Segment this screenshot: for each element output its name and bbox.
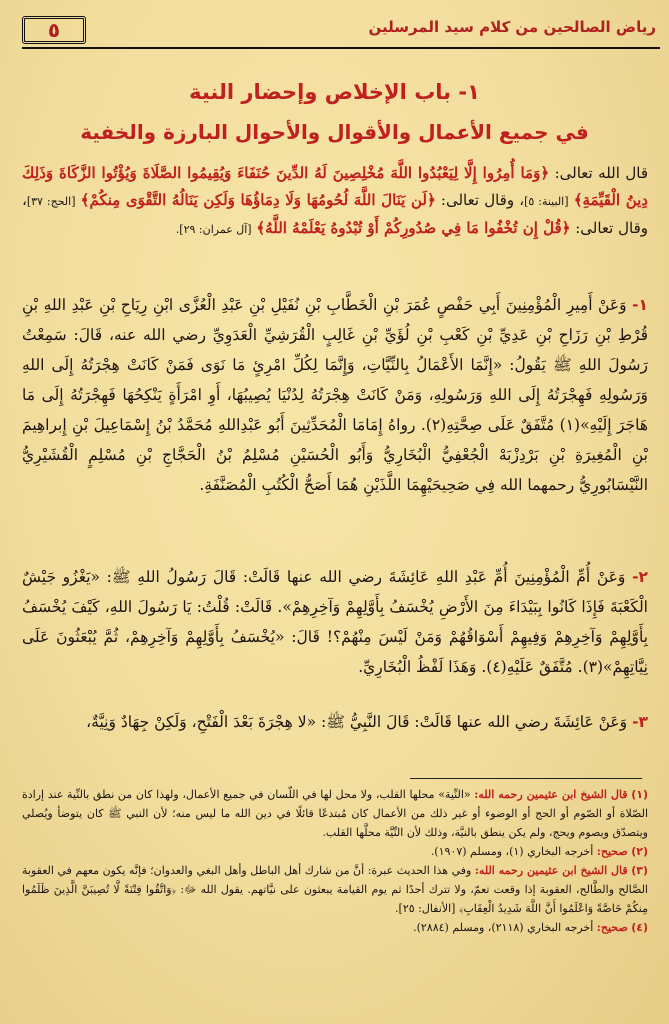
quran-verse-3: ﴿قُلْ إِن تُخْفُوا مَا فِي صُدُورِكُمْ أَوْ تُبْدُوهُ يَعْلَمْهُ اللَّهُ﴾	[256, 219, 571, 237]
verse-reference-1: [البينة: ٥]	[524, 195, 569, 208]
hadith-text: وَعَنْ أَمِيرِ الْمُؤْمِنِينَ أَبِي حَفْصٍ عُمَرَ بْنِ الْخَطَّابِ بْنِ نُفَيْلِ بْنِ عَبْدِ الْعُزَّى ابْنِ رِيَاحِ بْنِ عَبْدِ اللهِ بْنِ قُرْطِ بْنِ رَزَاحِ بْنِ عَدِيِّ بْنِ كَعْبِ بْنِ لُؤَيِّ بْنِ غَالِبٍ الْقُرَشِيِّ الْعَدَوِيِّ رضي الله عنه، قَالَ: سَمِعْتُ رَسُولَ اللهِ ﷺ يَقُولُ: «إِنَّمَا الأَعْمَالُ بِالنِّيَّاتِ، وَإِنَّمَا لِكُلِّ امْرِئٍ مَا نَوَى فَمَنْ كَانَتْ هِجْرَتُهُ إِلَى اللهِ وَرَسُولِهِ فَهِجْرَتُهُ إِلَى اللهِ وَرَسُولِهِ، وَمَنْ كَانَتْ هِجْرَتُهُ لِدُنْيَا يُصِيبُهَا، أَوِ امْرَأَةٍ يَنْكِحُهَا فَهِجْرَتُهُ إِلَى مَا هَاجَرَ إِلَيْهِ»(١) مُتَّفَقٌ عَلَى صِحَّتِهِ(٢). رواهُ إِمَامَا الْمُحَدِّثِينَ أَبُو عَبْدِاللهِ مُحَمَّدُ بْنُ إِسْمَاعِيلَ بْنِ إِبراهِيمَ بْنِ الْمُغِيرَةِ بْنِ بَرْدِزْبَهْ الْجُعْفِيُّ الْبُخَارِيُّ وَأَبُو الْحُسَيْنِ مُسْلِمُ بْنُ الْحَجَّاجِ بْنِ مُسْلِمٍ الْقُشَيْرِيُّ النَّيْسَابُورِيُّ رحمهما الله فِي صَحِيحَيْهِمَا اللَّذَيْنِ هُمَا أَصَحُّ الْكُتُبِ الْمُصَنَّفَةِ.	[22, 296, 649, 494]
quran-verse-2: ﴿لَن يَنَالَ اللَّهَ لُحُومُهَا وَلَا دِمَاؤُهَا وَلَكِن يَنَالُهُ التَّقْوَى مِنكُمْ﴾	[80, 191, 436, 209]
hadith-1	[22, 290, 648, 500]
running-title: رياض الصالحين من كلام سيد المرسلين	[368, 18, 656, 36]
hadith-number: ٢-	[632, 568, 648, 586]
footnote-mark: (٣)	[631, 864, 648, 877]
page-number: ٥	[22, 16, 86, 44]
footnote-3	[22, 861, 648, 918]
verse-reference-2: [الحج: ٣٧]	[26, 195, 76, 208]
hadith-text: وَعَنْ أُمِّ الْمُؤْمِنِينَ أُمِّ عَبْدِ اللهِ عَائِشَةَ رضي الله عنها قَالَتْ: قَالَ رَسُولُ اللهِ ﷺ: «يَغْزُو جَيْشٌ الْكَعْبَةَ فَإِذَا كَانُوا بِبَيْدَاءَ مِنَ الأَرْضِ يُخْسَفُ بِأَوَّلِهِمْ وَآخِرِهِمْ». قَالَتْ: قُلْتُ: يَا رَسُولَ اللهِ، كَيْفَ يُخْسَفُ بِأَوَّلِهِمْ وَآخِرِهِمْ وَفِيهِمْ أَسْوَاقُهُمْ وَمَنْ لَيْسَ مِنْهُمْ؟! قَالَ: «يُخْسَفُ بِأَوَّلِهِمْ وَآخِرِهِمْ، ثُمَّ يُبْعَثُونَ عَلَى نِيَّاتِهِمْ»(٣). مُتَّفَقٌ عَلَيْهِ(٤). وَهَذَا لَفْظُ الْبُخَارِيِّ.	[22, 568, 648, 676]
hadith-text: وَعَنْ عَائِشَةَ رضي الله عنها قَالَتْ: قَالَ النَّبِيُّ ﷺ: «لا هِجْرَةَ بَعْدَ الْفَتْحِ، وَلَكِنْ جِهَادٌ وَنِيَّةٌ،	[86, 713, 628, 731]
footnote-text: أخرجه البخاري (١)، ومسلم (١٩٠٧).	[430, 845, 597, 858]
footnote-author: قال الشيخ ابن عثيمين رحمه الله:	[474, 788, 628, 801]
footnote-text: وفي هذا الحديث عبرة: أنَّ من شارك أهل الباطل وأهل البغي والعدوان؛ فإنَّه يكون معهم في العقوبة الصَّالح والطَّالح، العقوبة إذا وقعت تعمّ، ولا تترك أحدًا ثم يوم القيامة يبعثون على نيَّاتهم. يقول الله ﷻ: ﴿وَاتَّقُوا فِتْنَةً لَّا تُصِيبَنَّ الَّذِينَ ظَلَمُوا مِنكُمْ خَاصَّةً وَاعْلَمُوا أَنَّ اللَّهَ شَدِيدُ الْعِقَابِ﴾ [الأنفال: ٢٥].	[22, 864, 648, 915]
chapter-subtitle: في جميع الأعمال والأقوال والأحوال البارزة والخفية	[80, 120, 589, 144]
footnote-4	[22, 918, 648, 937]
quran-verse-1: ﴿وَمَا أُمِرُوا إِلَّا لِيَعْبُدُوا اللَّهَ مُخْلِصِينَ لَهُ الدِّينَ حُنَفَاءَ وَيُقِيمُوا الصَّلَاةَ وَيُؤْتُوا الزَّكَاةَ وَذَلِكَ دِينُ الْقَيِّمَةِ﴾	[22, 164, 648, 209]
intro-lead-2: ، وقال تعالى:	[435, 191, 525, 209]
hadith-number: ٣-	[632, 713, 648, 731]
header-rule	[22, 47, 660, 49]
footnote-1	[22, 785, 648, 842]
intro-lead-1: قال الله تعالى:	[549, 164, 648, 182]
verse-reference-3: [آل عمران: ٢٩].	[175, 223, 252, 236]
page-header	[12, 10, 660, 46]
footnote-author: صحيح:	[596, 845, 628, 858]
footnote-mark: (٢)	[631, 845, 648, 858]
hadith-2	[22, 562, 648, 682]
footnote-text: أخرجه البخاري (٢١١٨)، ومسلم (٢٨٨٤).	[413, 921, 597, 934]
footnote-mark: (٤)	[631, 921, 648, 934]
footnote-mark: (١)	[631, 788, 648, 801]
footnote-author: صحيح:	[596, 921, 628, 934]
footnote-author: قال الشيخ ابن عثيمين رحمه الله:	[474, 864, 628, 877]
hadith-number: ١-	[632, 296, 648, 314]
chapter-title: ١- باب الإخلاص وإحضار النية	[189, 80, 480, 104]
hadith-3	[22, 707, 648, 737]
footnote-2	[22, 842, 648, 861]
footnotes	[22, 785, 648, 937]
footnote-text: «النِّية» محلها القلب، ولا محل لها في اللّسان في جميع الأعمال، ولهذا كان من نطق بالنِّية عند إرادة الصّلاة أو الصّوم أو الحج أو الوضوء أو غير ذلك من الأعمال كان مُبتدعًا قائلًا في دين الله ما ليس منه؛ لأن النبي ﷺ كان يتوضأ ويُصلي ويتصدّق ويصوم ويحج، ولم يكن ينطق بالنيَّة، وذلك لأن النِّيَّة محلَّها القلب.	[22, 788, 648, 839]
footnote-rule	[410, 778, 642, 779]
intro-paragraph	[22, 160, 648, 243]
intro-lead-3: ، وقال تعالى:	[22, 191, 648, 237]
